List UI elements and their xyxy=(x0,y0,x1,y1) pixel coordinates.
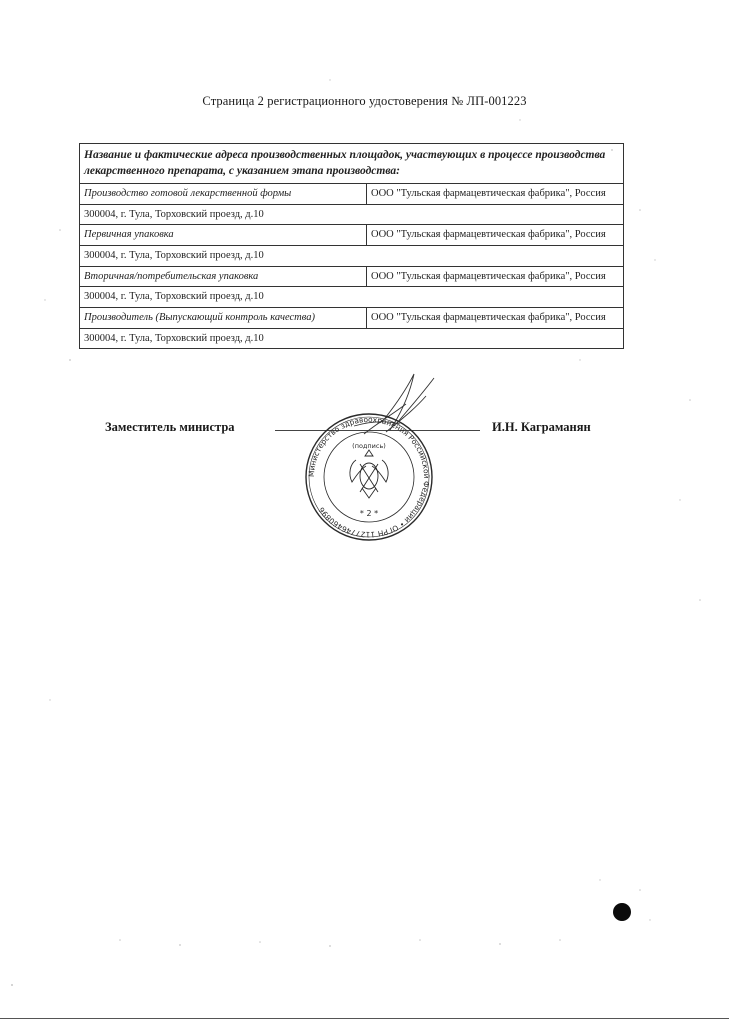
stamp-seal-text: * 2 * xyxy=(359,509,379,518)
stage-cell: Вторичная/потребительская упаковка xyxy=(80,266,367,287)
stamp-caption: (подпись) xyxy=(352,442,386,450)
table-row xyxy=(80,204,624,225)
table-row xyxy=(80,287,624,308)
address-cell: 300004, г. Тула, Торховский проезд, д.10 xyxy=(80,328,624,349)
table-row xyxy=(80,266,624,287)
signatory-title: Заместитель министра xyxy=(105,420,235,434)
company-cell: ООО "Тульская фармацевтическая фабрика", Россия xyxy=(367,307,624,328)
stamp-ring-text: Министерство здравоохранения Российской Федерации • ОГРН 1127746460896 xyxy=(306,414,432,540)
official-stamp xyxy=(294,352,444,542)
stage-cell: Производство готовой лекарственной формы xyxy=(80,184,367,205)
company-cell: ООО "Тульская фармацевтическая фабрика", Россия xyxy=(367,225,624,246)
page-title: Страница 2 регистрационного удостоверения № ЛП-001223 xyxy=(202,94,527,108)
table-row xyxy=(80,184,624,205)
eagle-emblem-icon xyxy=(350,450,388,498)
table-row xyxy=(80,245,624,266)
table-heading: Название и фактические адреса производственных площадок, участвующих в процессе производства лекарственного препарата, с указанием этапа производства: xyxy=(80,144,624,184)
address-cell: 300004, г. Тула, Торховский проезд, д.10 xyxy=(80,287,624,308)
stage-cell: Производитель (Выпускающий контроль качества) xyxy=(80,307,367,328)
table-heading-row xyxy=(80,144,624,184)
table-row xyxy=(80,328,624,349)
address-cell: 300004, г. Тула, Торховский проезд, д.10 xyxy=(80,204,624,225)
address-cell: 300004, г. Тула, Торховский проезд, д.10 xyxy=(80,245,624,266)
table-row xyxy=(80,225,624,246)
scan-dot xyxy=(613,903,631,921)
signatory-name: И.Н. Каграманян xyxy=(492,420,591,434)
production-sites-table xyxy=(79,143,624,349)
company-cell: ООО "Тульская фармацевтическая фабрика", Россия xyxy=(367,184,624,205)
table-row xyxy=(80,307,624,328)
company-cell: ООО "Тульская фармацевтическая фабрика", Россия xyxy=(367,266,624,287)
page-bottom-edge xyxy=(0,1018,729,1019)
stage-cell: Первичная упаковка xyxy=(80,225,367,246)
